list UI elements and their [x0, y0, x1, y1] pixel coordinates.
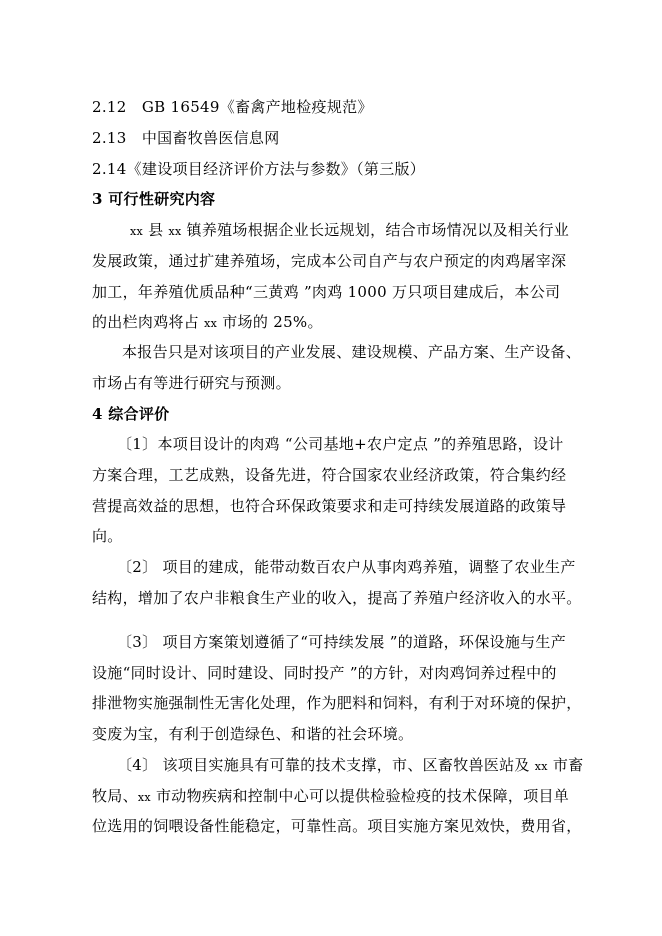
section-3-heading: 3 可行性研究内容 — [92, 190, 216, 208]
s3-p2-line1: 本报告只是对该项目的产业发展、建设规模、产品方案、生产设备、 — [122, 343, 582, 361]
text-segment: 的出栏肉鸡将占 — [92, 313, 205, 331]
s3-p2-line2: 市场占有等进行研究与预测。 — [92, 374, 291, 392]
reference-2-14: 2.14《建设项目经济评价方法与参数》（第三版） — [92, 160, 426, 178]
s4-item1-line1: 〔1〕本项目设计的肉鸡 “公司基地+农户定点 ”的养殖思路，设计 — [117, 435, 564, 453]
s4-item1-line3: 营提高效益的思想，也符合环保政策要求和走可持续发展道路的政策导 — [92, 497, 567, 515]
text-segment: 镇养殖场根据企业长远规划，结合市场情况以及相关行业 — [181, 221, 570, 239]
s4-item1-line4: 向。 — [92, 527, 123, 545]
ref-number: 2.12 — [92, 98, 127, 116]
s3-p1-line3: 加工，年养殖优质品种“三黄鸡 ”肉鸡 1000 万只项目建成后，本公司 — [92, 283, 561, 301]
placeholder-xx: xx — [204, 317, 218, 330]
text-segment: 市畜 — [547, 756, 584, 774]
placeholder-xx: xx — [534, 760, 548, 773]
text-segment: 牧局、 — [92, 787, 138, 805]
s4-item4-line1 — [117, 755, 612, 777]
s4-item3-line1: 〔3〕 项目方案策划遵循了“可持续发展 ”的道路，环保设施与生产 — [117, 633, 567, 651]
s4-item2-line1: 〔2〕 项目的建成，能带动数百农户从事肉鸡养殖，调整了农业生产 — [117, 558, 576, 576]
placeholder-xx: xx — [130, 225, 144, 238]
section-4-heading: 4 综合评价 — [92, 405, 170, 423]
s4-item1-line2: 方案合理，工艺成熟，设备先进，符合国家农业经济政策，符合集约经 — [92, 466, 567, 484]
text-segment: 市动物疾病和控制中心可以提供检验检疫的技术保障，项目单 — [150, 787, 570, 805]
text-segment: 〔4〕 该项目实施具有可靠的技术支撑，市、区畜牧兽医站及 — [117, 756, 535, 774]
text-segment: 市场的 25%。 — [217, 313, 323, 331]
text-segment: 县 — [143, 221, 169, 239]
s3-p1-line4 — [92, 312, 612, 334]
s4-item2-line2: 结构，增加了农户非粮食生产业的收入，提高了养殖户经济收入的水平。 — [92, 589, 582, 607]
placeholder-xx: xx — [137, 791, 151, 804]
s4-item3-line2: 设施“同时设计、同时建设、同时投产 ”的方针，对肉鸡饲养过程中的 — [92, 664, 557, 682]
reference-2-12 — [92, 97, 612, 117]
s3-p1-line1 — [130, 220, 612, 242]
ref-title: GB 16549《畜禽产地检疫规范》 — [141, 98, 373, 116]
placeholder-xx: xx — [168, 225, 182, 238]
s4-item3-line4: 变废为宝，有利于创造绿色、和谐的社会环境。 — [92, 725, 414, 743]
s3-p1-line2: 发展政策，通过扩建养殖场，完成本公司自产与农户预定的肉鸡屠宰深 — [92, 252, 567, 270]
s4-item3-line3: 排泄物实施强制性无害化处理，作为肥料和饲料，有利于对环境的保护， — [92, 694, 582, 712]
s4-item4-line3: 位选用的饲喂设备性能稳定，可靠性高。项目实施方案见效快，费用省， — [92, 817, 582, 835]
s4-item4-line2 — [92, 786, 612, 808]
ref-title: 中国畜牧兽医信息网 — [141, 129, 280, 147]
ref-number: 2.13 — [92, 129, 127, 147]
reference-2-13 — [92, 128, 612, 148]
